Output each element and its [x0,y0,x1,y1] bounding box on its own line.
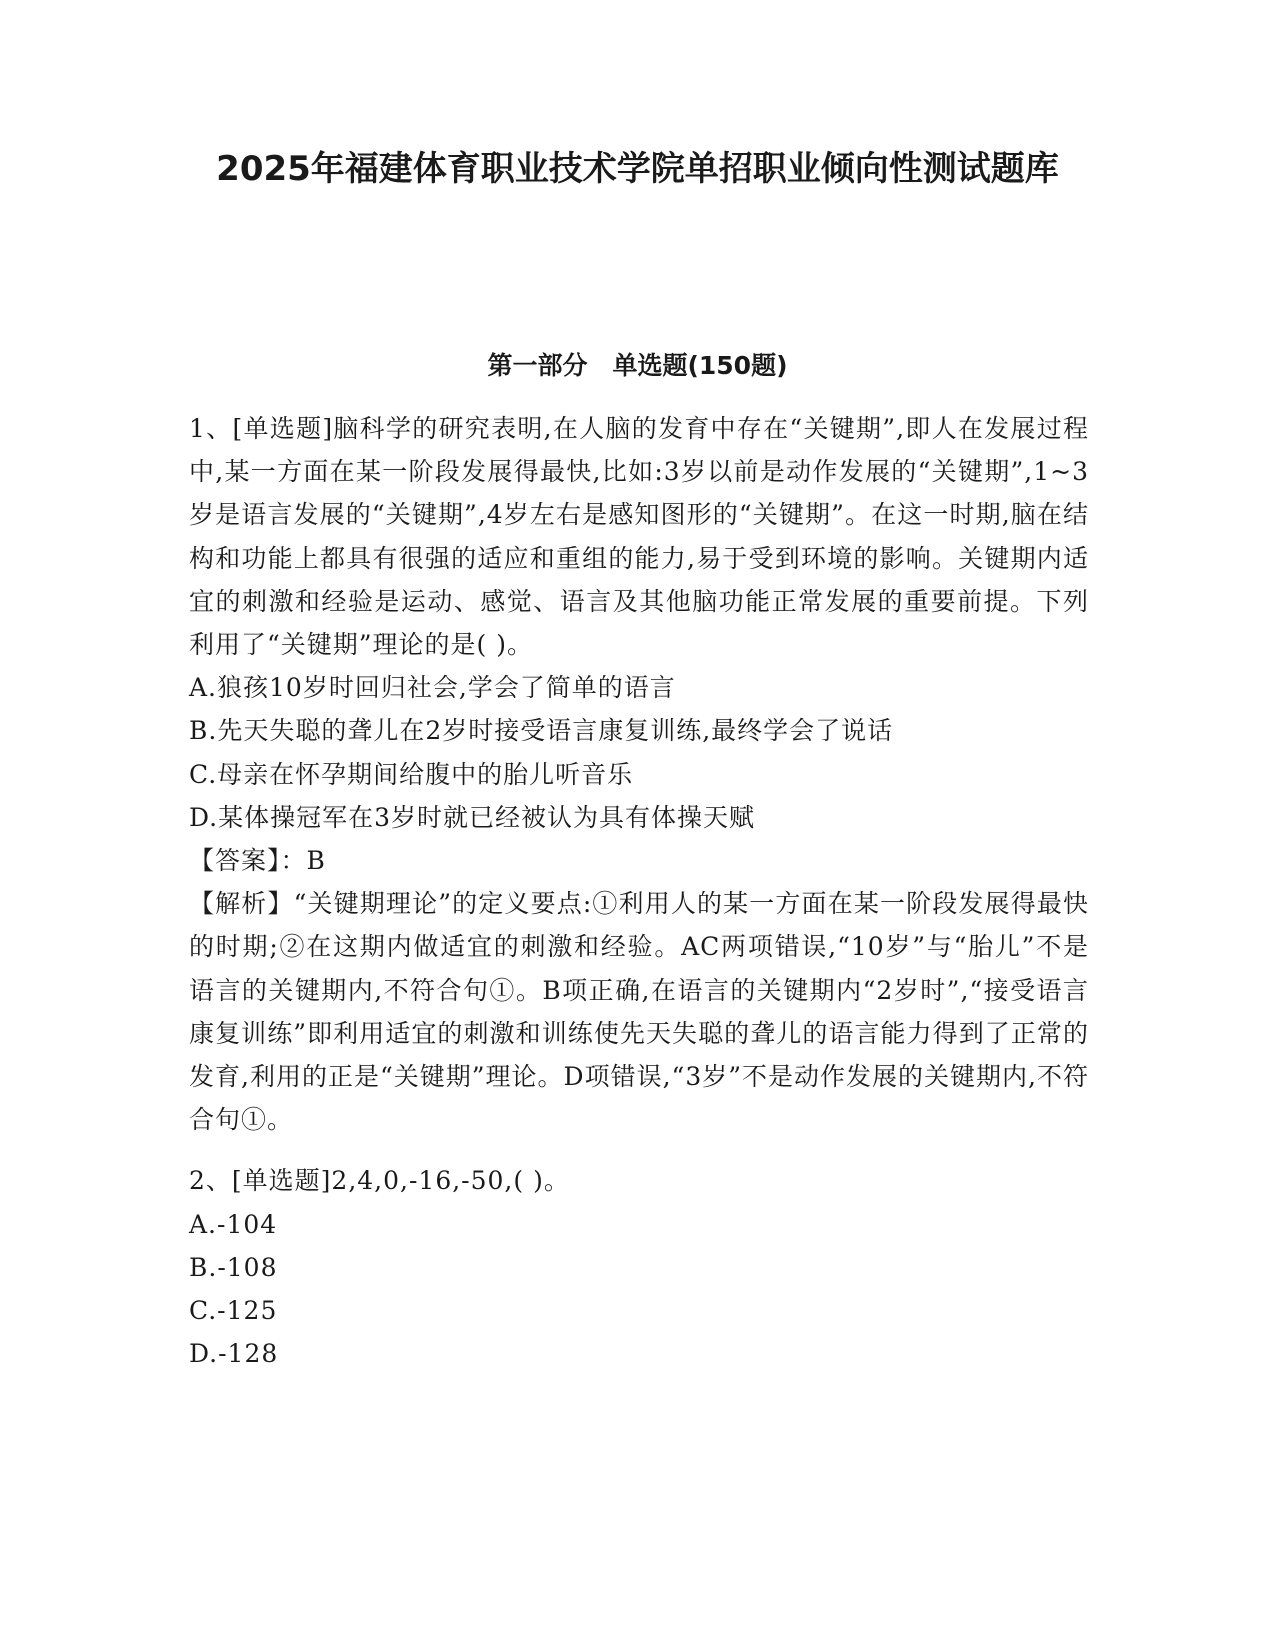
question-list [189,407,1089,1375]
question-stem: 1、[单选题]脑科学的研究表明,在人脑的发育中存在“关键期”,即人在发展过程中,某一方面在某一阶段发展得最快,比如:3岁以前是动作发展的“关键期”,1~3岁是语言发展的“关键期”,4岁左右是感知图形的“关键期”。在这一时期,脑在结构和功能上都具有很强的适应和重组的能力,易于受到环境的影响。关键期内适宜的刺激和经验是运动、感觉、语言及其他脑功能正常发展的重要前提。下列利用了“关键期”理论的是( )。 [189,414,1089,660]
option-c: C.母亲在怀孕期间给腹中的胎儿听音乐 [189,759,634,789]
option-c: C.-125 [189,1296,278,1326]
document-title: 2025年福建体育职业技术学院单招职业倾向性测试题库 [216,149,1059,189]
section-title: 第一部分 单选题(150题) [487,351,788,380]
option-d: D.某体操冠军在3岁时就已经被认为具有体操天赋 [189,802,756,832]
answer-line: 【答案】：B [189,846,326,876]
option-b: B.-108 [189,1252,278,1282]
question-2 [189,1159,1089,1375]
option-a: A.狼孩10岁时回归社会,学会了简单的语言 [189,673,676,703]
question-1 [189,407,1089,1141]
explanation-paragraph: 【解析】“关键期理论”的定义要点:①利用人的某一方面在某一阶段发展得最快的时期;②在这期内做适宜的刺激和经验。AC两项错误,“10岁”与“胎儿”不是语言的关键期内,不符合句①。B项正确,在语言的关键期内“2岁时”,“接受语言康复训练”即利用适宜的刺激和训练使先天失聪的聋儿的语言能力得到了正常的发育,利用的正是“关键期”理论。D项错误,“3岁”不是动作发展的关键期内,不符合句①。 [189,889,1089,1135]
option-d: D.-128 [189,1339,279,1369]
option-a: A.-104 [189,1209,278,1239]
option-b: B.先天失聪的聋儿在2岁时接受语言康复训练,最终学会了说话 [189,716,894,746]
question-stem: 2、[单选题]2,4,0,-16,-50,( )。 [189,1166,570,1196]
